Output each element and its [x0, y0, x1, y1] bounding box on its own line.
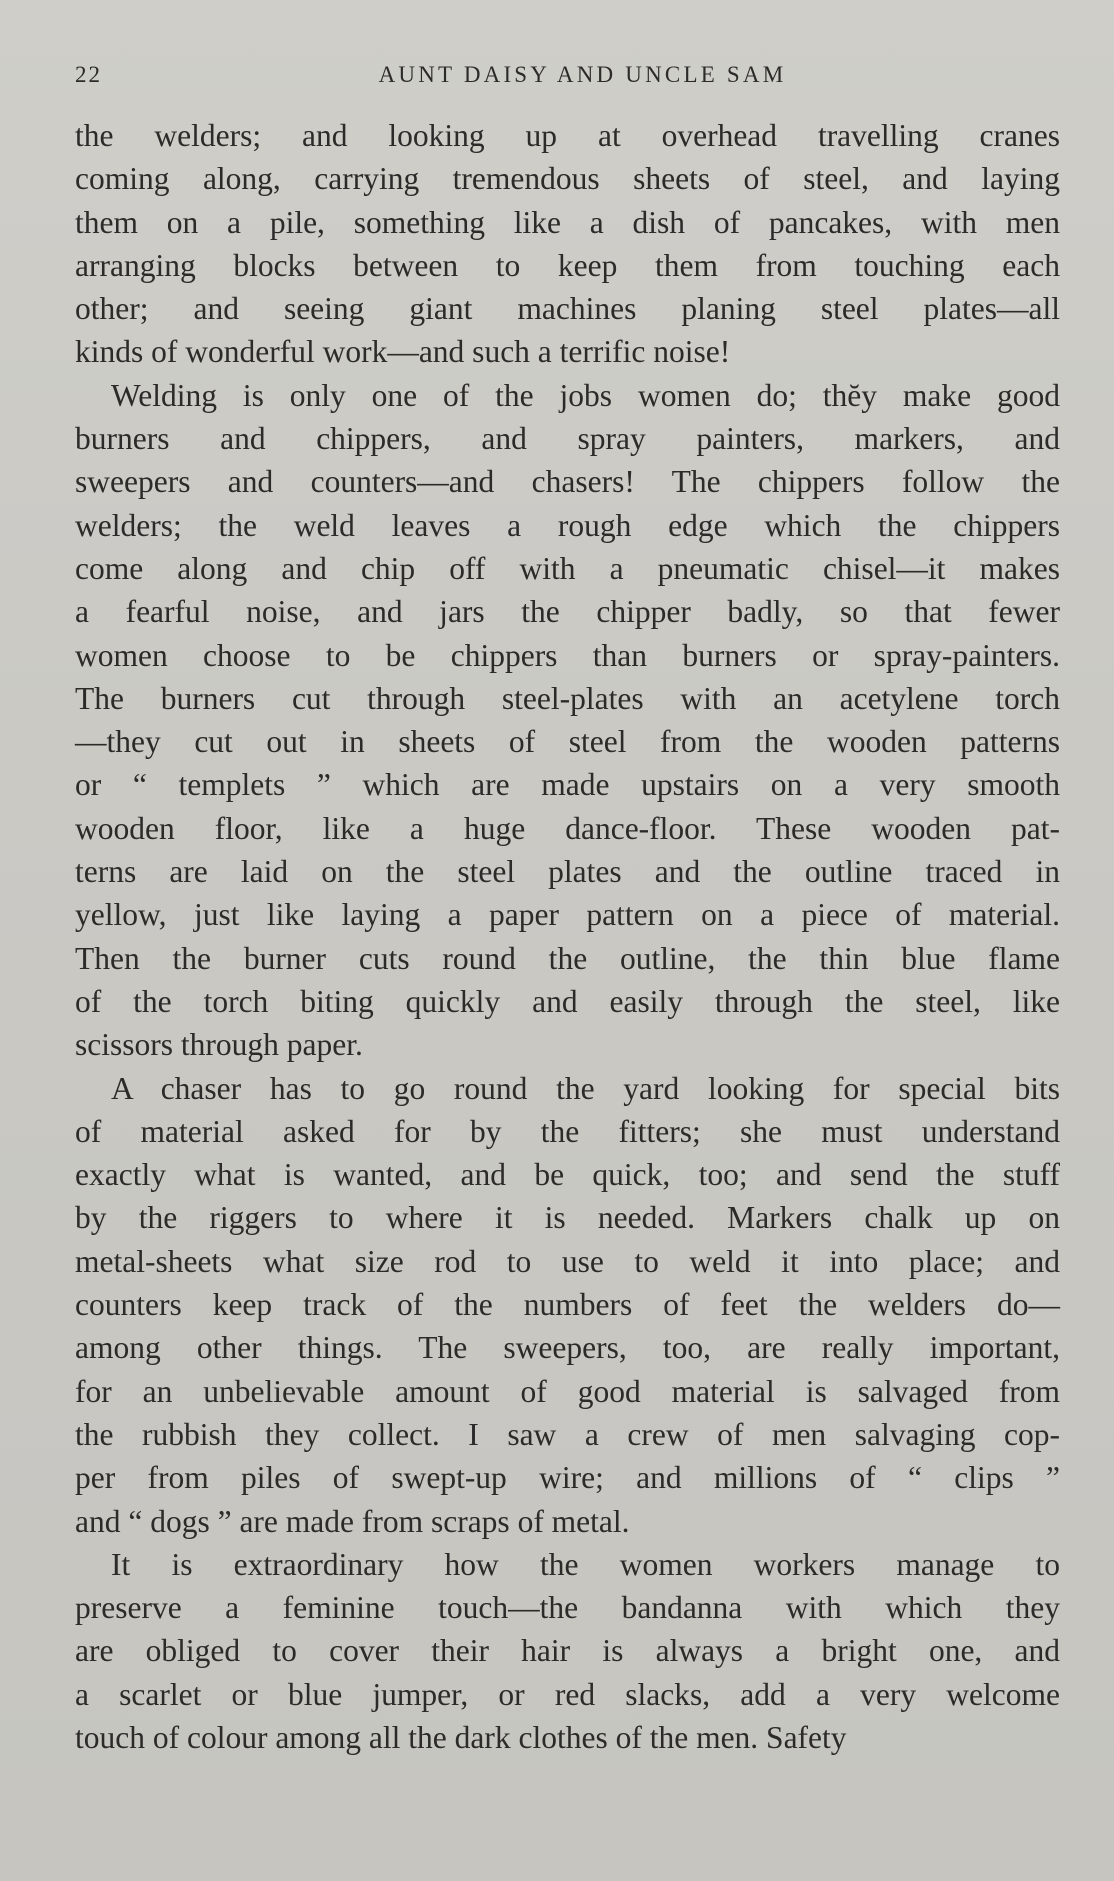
text-line: among other things. The sweepers, too, are really important, — [75, 1330, 1060, 1366]
text-line: exactly what is wanted, and be quick, too; and send the stuff — [75, 1157, 1060, 1193]
text-line: sweepers and counters—and chasers! The chippers follow the — [75, 464, 1060, 500]
text-line: —they cut out in sheets of steel from the wooden patterns — [75, 724, 1060, 760]
text-line: a fearful noise, and jars the chipper badly, so that fewer — [75, 594, 1060, 630]
text-line: welders; the weld leaves a rough edge which the chippers — [75, 507, 1060, 543]
text-line: are obliged to cover their hair is always a bright one, and — [75, 1633, 1060, 1669]
text-line: the welders; and looking up at overhead travelling cranes — [75, 118, 1060, 153]
text-line: per from piles of swept-up wire; and millions of “ clips ” — [75, 1460, 1060, 1496]
text-line: for an unbelievable amount of good material is salvaged from — [75, 1373, 1060, 1409]
text-line: or “ templets ” which are made upstairs on a very smooth — [75, 767, 1060, 803]
text-line: by the riggers to where it is needed. Markers chalk up on — [75, 1200, 1060, 1236]
text-line: them on a pile, something like a dish of pancakes, with men — [75, 204, 1060, 240]
text-line: preserve a feminine touch—the bandanna with which they — [75, 1590, 1060, 1626]
text-line: coming along, carrying tremendous sheets of steel, and laying — [75, 161, 1060, 197]
paragraph — [75, 1543, 1060, 1759]
text-line: The burners cut through steel-plates with an acetylene torch — [75, 680, 1060, 716]
running-title: AUNT DAISY AND UNCLE SAM — [378, 62, 787, 87]
text-line: arranging blocks between to keep them from touching each — [75, 247, 1060, 283]
text-line: Then the burner cuts round the outline, the thin blue flame — [75, 940, 1060, 976]
text-line: metal-sheets what size rod to use to weld it into place; and — [75, 1243, 1060, 1279]
text-line: of the torch biting quickly and easily through the steel, like — [75, 983, 1060, 1019]
running-head — [75, 62, 1060, 92]
text-line: It is extraordinary how the women workers manage to — [111, 1546, 1060, 1582]
text-line: come along and chip off with a pneumatic chisel—it makes — [75, 550, 1060, 586]
text-line: scissors through paper. — [75, 1027, 363, 1063]
text-line: counters keep track of the numbers of feet the welders do— — [75, 1287, 1060, 1323]
text-line: the rubbish they collect. I saw a crew of men salvaging cop- — [75, 1416, 1060, 1452]
page-number: 22 — [75, 62, 102, 87]
text-line: yellow, just like laying a paper pattern on a piece of material. — [75, 897, 1060, 933]
text-line: Welding is only one of the jobs women do; thĕy make good — [111, 377, 1060, 413]
text-line: burners and chippers, and spray painters, markers, and — [75, 421, 1060, 457]
text-line: and “ dogs ” are made from scraps of metal. — [75, 1503, 630, 1539]
paragraph — [75, 374, 1060, 1067]
text-line: other; and seeing giant machines planing steel plates—all — [75, 291, 1060, 327]
text-line: a scarlet or blue jumper, or red slacks, add a very welcome — [75, 1676, 1060, 1712]
text-line: wooden floor, like a huge dance-floor. These wooden pat- — [75, 810, 1060, 846]
text-line: of material asked for by the fitters; she must understand — [75, 1113, 1060, 1149]
body-text — [75, 114, 1060, 1759]
text-line: kinds of wonderful work—and such a terrific noise! — [75, 334, 731, 370]
paragraph — [75, 1067, 1060, 1543]
text-line: terns are laid on the steel plates and the outline traced in — [75, 854, 1060, 890]
paragraph — [75, 114, 1060, 374]
text-line: touch of colour among all the dark clothes of the men. Safety — [75, 1719, 847, 1755]
text-line: A chaser has to go round the yard looking for special bits — [111, 1070, 1060, 1106]
text-line: women choose to be chippers than burners or spray-painters. — [75, 637, 1060, 673]
